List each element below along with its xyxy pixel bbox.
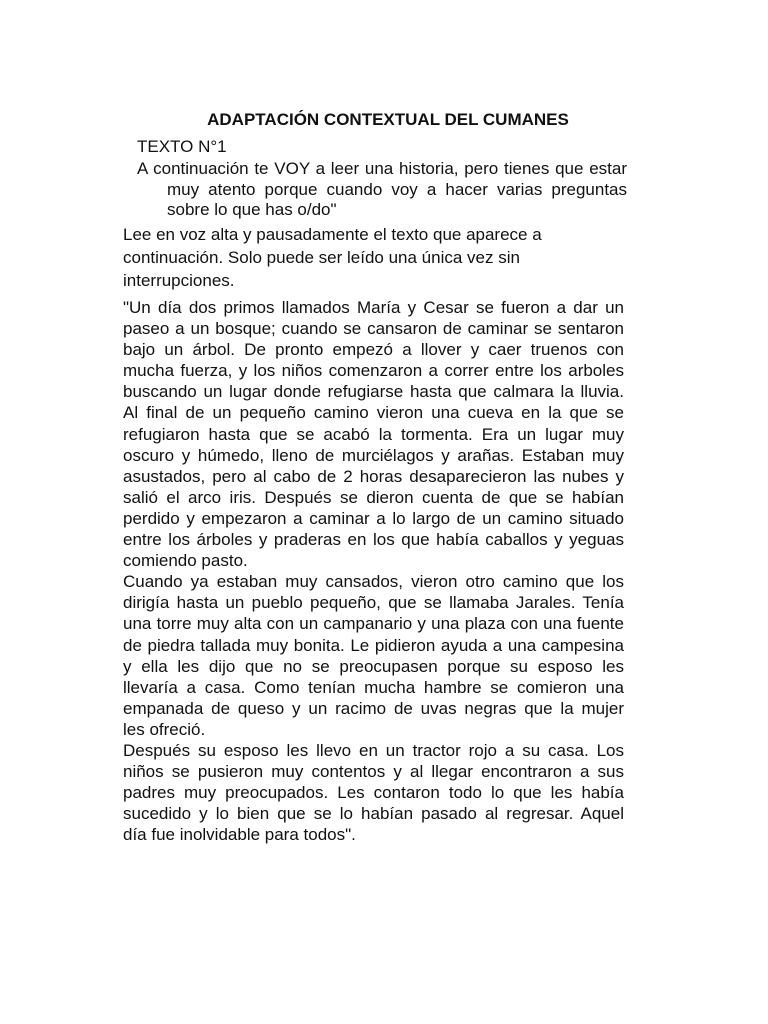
instruction-line: sobre lo que has o/do" [167, 200, 337, 219]
story-line: sucedido y lo bien que se lo habían pasado al regresar. Aquel [123, 804, 624, 824]
story-line: oscuro y húmedo, lleno de murciélagos y arañas. Estaban muy [123, 445, 624, 465]
story-line: comiendo pasto. [123, 551, 248, 571]
story-line: mucha fuerza, y los niños comenzaron a correr entre los arboles [123, 361, 624, 381]
story-line: de piedra tallada muy bonita. Le pidieron ayuda a una campesina [123, 635, 624, 655]
story-line: padres muy preocupados. Les contaron todo lo que les había [123, 783, 624, 803]
story-line: una torre muy alta con un campanario y una plaza con una fuente [123, 614, 624, 634]
story-line: bajo un árbol. De pronto empezó a llover y caer truenos con [123, 340, 624, 360]
story-line: paseo a un bosque; cuando se cansaron de caminar se sentaron [123, 319, 624, 339]
instruction-line: A continuación te VOY a leer una historia, pero tienes que estar [137, 159, 627, 178]
document-title: ADAPTACIÓN CONTEXTUAL DEL CUMANES [207, 110, 569, 129]
story-line: asustados, pero al cabo de 2 horas desaparecieron las nubes y [123, 466, 624, 486]
story-line: salió el arco iris. Después se dieron cuenta de que se habían [123, 487, 624, 507]
story-line: niños se pusieron muy contentos y al llegar encontraron a sus [123, 762, 624, 782]
story-line: buscando un lugar donde refugiarse hasta que calmara la lluvia. [123, 382, 624, 402]
story-line: y ella les dijo que no se preocupasen porque su esposo les [123, 656, 624, 676]
story-line: Al final de un pequeño camino vieron una cueva en la que se [123, 403, 624, 423]
story-line: día fue inolvidable para todos". [123, 825, 356, 845]
story-line: refugiaron hasta que se acabó la tormenta. Era un lugar muy [123, 424, 624, 444]
story-line: "Un día dos primos llamados María y Cesar se fueron a dar un [123, 298, 624, 317]
story-line: llevaría a casa. Como tenían mucha hambre se comieron una [123, 677, 624, 697]
directions-line: interrupciones. [123, 271, 235, 290]
story-line: Después su esposo les llevo en un tractor rojo a su casa. Los [123, 740, 624, 760]
story-line: Cuando ya estaban muy cansados, vieron otro camino que los [123, 572, 624, 592]
reading-directions-paragraph [123, 223, 543, 292]
directions-line: Lee en voz alta y pausadamente el texto que aparece a [123, 225, 542, 244]
directions-line: continuación. Solo puede ser leído una única vez sin [123, 248, 520, 267]
story-line: entre los árboles y praderas en los que había caballos y yeguas [123, 530, 624, 550]
instruction-paragraph [137, 159, 627, 221]
story-line: perdido y empezaron a caminar a lo largo de un camino situado [123, 508, 624, 528]
story-line: empanada de queso y un racimo de uvas negras que la mujer [123, 698, 624, 718]
instruction-line: muy atento porque cuando voy a hacer varias preguntas [167, 179, 627, 199]
document-subtitle: TEXTO N°1 [137, 137, 227, 156]
story-text [123, 297, 624, 845]
story-line: dirigía hasta un pueblo pequeño, que se llamaba Jarales. Tenía [123, 593, 624, 613]
story-line: les ofreció. [123, 719, 206, 739]
